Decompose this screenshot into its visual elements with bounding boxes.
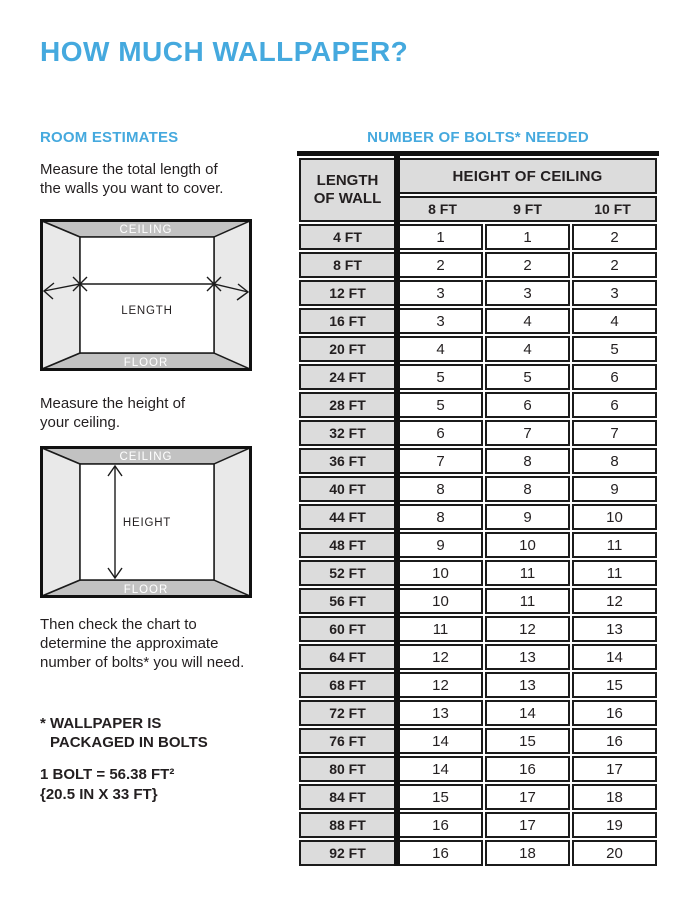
value-cell: 6	[572, 392, 657, 418]
value-cell: 2	[398, 252, 483, 278]
value-cell: 3	[572, 280, 657, 306]
row-label-cell: 40 FT	[299, 476, 396, 502]
table-row	[299, 308, 657, 334]
room-height-diagram	[40, 446, 252, 598]
value-cell: 3	[398, 280, 483, 306]
row-label-cell: 48 FT	[299, 532, 396, 558]
table-row	[299, 672, 657, 698]
value-cell: 2	[485, 252, 570, 278]
value-cell: 7	[572, 420, 657, 446]
step1-line2: the walls you want to cover.	[40, 180, 224, 197]
value-cell: 11	[485, 588, 570, 614]
value-cell: 12	[572, 588, 657, 614]
bolt-size-info	[40, 765, 276, 805]
table-row	[299, 392, 657, 418]
bolts-table-wrap	[297, 151, 659, 868]
value-cell: 8	[485, 448, 570, 474]
value-cell: 14	[572, 644, 657, 670]
room-estimates-heading: ROOM ESTIMATES	[40, 129, 179, 146]
value-cell: 4	[485, 336, 570, 362]
row-label-cell: 64 FT	[299, 644, 396, 670]
value-cell: 15	[485, 728, 570, 754]
table-row	[299, 588, 657, 614]
value-cell: 4	[572, 308, 657, 334]
step2-text	[40, 394, 276, 432]
row-label-cell: 20 FT	[299, 336, 396, 362]
value-cell: 2	[572, 252, 657, 278]
value-cell: 5	[398, 392, 483, 418]
value-cell: 12	[398, 644, 483, 670]
value-cell: 12	[485, 616, 570, 642]
table-row	[299, 644, 657, 670]
value-cell: 7	[485, 420, 570, 446]
value-cell: 20	[572, 840, 657, 866]
table-row	[299, 504, 657, 530]
value-cell: 10	[485, 532, 570, 558]
value-cell: 16	[485, 756, 570, 782]
table-row	[299, 532, 657, 558]
table-row	[299, 616, 657, 642]
table-row	[299, 448, 657, 474]
col-header-8ft: 8 FT	[428, 201, 457, 217]
table-row	[299, 812, 657, 838]
row-label-cell: 36 FT	[299, 448, 396, 474]
row-label-cell: 24 FT	[299, 364, 396, 390]
value-cell: 17	[485, 784, 570, 810]
room-length-diagram	[40, 219, 252, 371]
table-row	[299, 728, 657, 754]
bolts-needed-heading: NUMBER OF BOLTS* NEEDED	[367, 129, 589, 146]
value-cell: 18	[572, 784, 657, 810]
step3-line1: Then check the chart to	[40, 616, 197, 633]
step2-line1: Measure the height of	[40, 395, 186, 412]
bolt-dimensions: {20.5 IN X 33 FT}	[40, 786, 158, 803]
value-cell: 9	[572, 476, 657, 502]
value-cell: 11	[398, 616, 483, 642]
step3-line3: number of bolts* you will need.	[40, 654, 245, 671]
value-cell: 8	[398, 476, 483, 502]
table-row	[299, 280, 657, 306]
value-cell: 16	[572, 700, 657, 726]
row-label-cell: 76 FT	[299, 728, 396, 754]
row-label-cell: 84 FT	[299, 784, 396, 810]
value-cell: 7	[398, 448, 483, 474]
row-label-cell: 4 FT	[299, 224, 396, 250]
value-cell: 6	[485, 392, 570, 418]
step3-line2: determine the approximate	[40, 635, 219, 652]
table-row	[299, 560, 657, 586]
value-cell: 17	[572, 756, 657, 782]
value-cell: 16	[572, 728, 657, 754]
col-header-9ft: 9 FT	[513, 201, 542, 217]
floor-label: FLOOR	[123, 584, 169, 596]
table-row	[299, 476, 657, 502]
right-wall	[214, 448, 250, 596]
value-cell: 15	[398, 784, 483, 810]
row-label-cell: 16 FT	[299, 308, 396, 334]
value-cell: 9	[485, 504, 570, 530]
page-title: HOW MUCH WALLPAPER?	[40, 36, 409, 67]
bolts-needed-section	[297, 130, 659, 868]
footnote-line2: PACKAGED IN BOLTS	[50, 734, 208, 751]
wallpaper-footnote	[40, 714, 276, 752]
room-estimates-section	[40, 130, 276, 805]
value-cell: 13	[398, 700, 483, 726]
value-cell: 4	[398, 336, 483, 362]
table-row	[299, 420, 657, 446]
corner-line2: OF WALL	[313, 190, 382, 207]
value-cell: 1	[398, 224, 483, 250]
value-cell: 13	[572, 616, 657, 642]
table-row	[299, 700, 657, 726]
value-cell: 2	[572, 224, 657, 250]
value-cell: 1	[485, 224, 570, 250]
height-label: HEIGHT	[122, 517, 172, 529]
row-label-cell: 56 FT	[299, 588, 396, 614]
value-cell: 3	[398, 308, 483, 334]
step3-text	[40, 615, 276, 672]
value-cell: 13	[485, 644, 570, 670]
footnote-line1: * WALLPAPER IS	[40, 715, 162, 732]
table-header-row	[299, 158, 657, 194]
bolts-table	[297, 156, 659, 868]
row-label-cell: 80 FT	[299, 756, 396, 782]
col-header-10ft: 10 FT	[594, 201, 631, 217]
length-label: LENGTH	[121, 305, 173, 317]
value-cell: 13	[485, 672, 570, 698]
value-cell: 8	[485, 476, 570, 502]
value-cell: 8	[398, 504, 483, 530]
row-label-cell: 88 FT	[299, 812, 396, 838]
back-wall	[80, 237, 214, 353]
row-label-cell: 92 FT	[299, 840, 396, 866]
value-cell: 4	[485, 308, 570, 334]
value-cell: 10	[572, 504, 657, 530]
row-label-cell: 68 FT	[299, 672, 396, 698]
value-cell: 16	[398, 840, 483, 866]
value-cell: 6	[572, 364, 657, 390]
row-label-cell: 28 FT	[299, 392, 396, 418]
row-label-cell: 44 FT	[299, 504, 396, 530]
value-cell: 10	[398, 588, 483, 614]
corner-line1: LENGTH	[316, 172, 379, 189]
value-cell: 15	[572, 672, 657, 698]
table-row	[299, 364, 657, 390]
table-row	[299, 252, 657, 278]
value-cell: 14	[398, 728, 483, 754]
value-cell: 11	[485, 560, 570, 586]
step1-text	[40, 160, 276, 198]
row-label-cell: 52 FT	[299, 560, 396, 586]
ceiling-label: CEILING	[119, 224, 173, 236]
table-row	[299, 784, 657, 810]
value-cell: 18	[485, 840, 570, 866]
row-label-cell: 32 FT	[299, 420, 396, 446]
value-cell: 11	[572, 560, 657, 586]
height-of-ceiling-header: HEIGHT OF CEILING	[398, 158, 657, 194]
row-label-cell: 72 FT	[299, 700, 396, 726]
row-label-cell: 60 FT	[299, 616, 396, 642]
floor-label: FLOOR	[123, 357, 169, 369]
value-cell: 5	[572, 336, 657, 362]
value-cell: 10	[398, 560, 483, 586]
table-column-divider	[394, 151, 400, 866]
value-cell: 8	[572, 448, 657, 474]
value-cell: 9	[398, 532, 483, 558]
row-label-cell: 8 FT	[299, 252, 396, 278]
value-cell: 12	[398, 672, 483, 698]
length-of-wall-header	[299, 158, 396, 222]
step1-line1: Measure the total length of	[40, 161, 218, 178]
value-cell: 5	[398, 364, 483, 390]
value-cell: 19	[572, 812, 657, 838]
step2-line2: your ceiling.	[40, 414, 121, 431]
value-cell: 5	[485, 364, 570, 390]
value-cell: 11	[572, 532, 657, 558]
value-cell: 6	[398, 420, 483, 446]
value-cell: 16	[398, 812, 483, 838]
table-row	[299, 840, 657, 866]
value-cell: 17	[485, 812, 570, 838]
table-row	[299, 756, 657, 782]
value-cell: 14	[398, 756, 483, 782]
table-row	[299, 224, 657, 250]
value-cell: 14	[485, 700, 570, 726]
value-cell: 3	[485, 280, 570, 306]
bolts-table-body	[299, 224, 657, 866]
row-label-cell: 12 FT	[299, 280, 396, 306]
ceiling-heights-subheader	[398, 196, 657, 222]
ceiling-label: CEILING	[119, 451, 173, 463]
bolt-equation: 1 BOLT = 56.38 FT²	[40, 766, 175, 783]
left-wall	[42, 448, 80, 596]
table-row	[299, 336, 657, 362]
